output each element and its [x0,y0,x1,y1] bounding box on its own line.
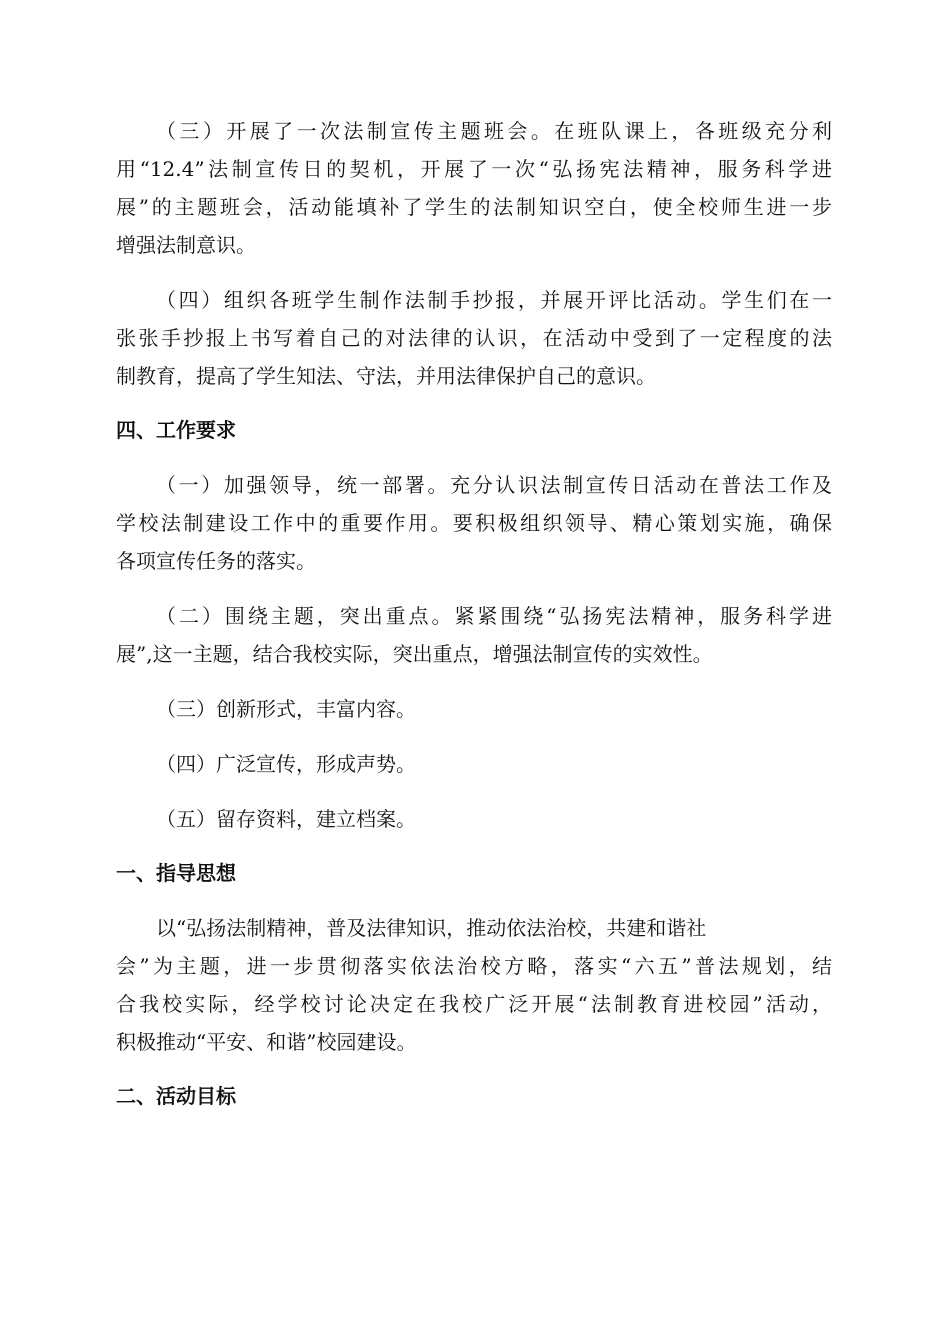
text-line: （四）广泛宣传，形成声势。 [156,752,416,776]
text-line: 积极推动“平安、和谐”校园建设。 [116,1030,417,1054]
text-line: （二）围绕主题，突出重点。紧紧围绕“弘扬宪法精神，服务科学进 [156,604,832,628]
heading-work-requirements: 四、工作要求 [116,418,236,442]
text-line: 合我校实际，经学校讨论决定在我校广泛开展“法制教育进校园”活动， [116,992,832,1016]
paragraph-handwritten-newspaper [116,281,832,395]
heading-guiding-ideology: 一、指导思想 [116,861,236,885]
text-line: 展”,这一主题，结合我校实际，突出重点，增强法制宣传的实效性。 [116,642,713,666]
document-page [116,112,832,1115]
paragraph-requirement-1 [116,466,832,580]
text-line: 学校法制建设工作中的重要作用。要积极组织领导、精心策划实施，确保 [116,511,832,535]
text-line: （五）留存资料，建立档案。 [156,807,416,831]
text-line: 张张手抄报上书写着自己的对法律的认识，在活动中受到了一定程度的法 [116,326,832,350]
text-line: （三）开展了一次法制宣传主题班会。在班队课上，各班级充分利 [156,119,832,143]
text-line: 展”的主题班会，活动能填补了学生的法制知识空白，使全校师生进一步 [116,195,832,219]
text-line: 制教育，提高了学生知法、守法，并用法律保护自己的意识。 [116,364,656,388]
paragraph-requirement-4 [116,745,832,783]
text-line: 以“弘扬法制精神，普及法律知识，推动依法治校，共建和谐社 [156,916,707,940]
paragraph-requirement-3 [116,690,832,728]
text-line: （一）加强领导，统一部署。充分认识法制宣传日活动在普法工作及 [156,473,832,497]
text-line: 增强法制意识。 [116,233,256,257]
paragraph-requirement-5 [116,800,832,838]
text-line: 用“12.4”法制宣传日的契机，开展了一次“弘扬宪法精神，服务科学进 [116,157,832,181]
text-line: （三）创新形式，丰富内容。 [156,697,416,721]
text-line: （四）组织各班学生制作法制手抄报，并展开评比活动。学生们在一 [156,288,832,312]
text-line: 会”为主题，进一步贯彻落实依法治校方略，落实“六五”普法规划，结 [116,954,832,978]
heading-activity-goals: 二、活动目标 [116,1084,236,1108]
paragraph-theme-class-meeting [116,112,832,264]
text-line: 各项宣传任务的落实。 [116,549,316,573]
paragraph-requirement-2 [116,597,832,673]
paragraph-guiding-ideology [116,909,832,1061]
